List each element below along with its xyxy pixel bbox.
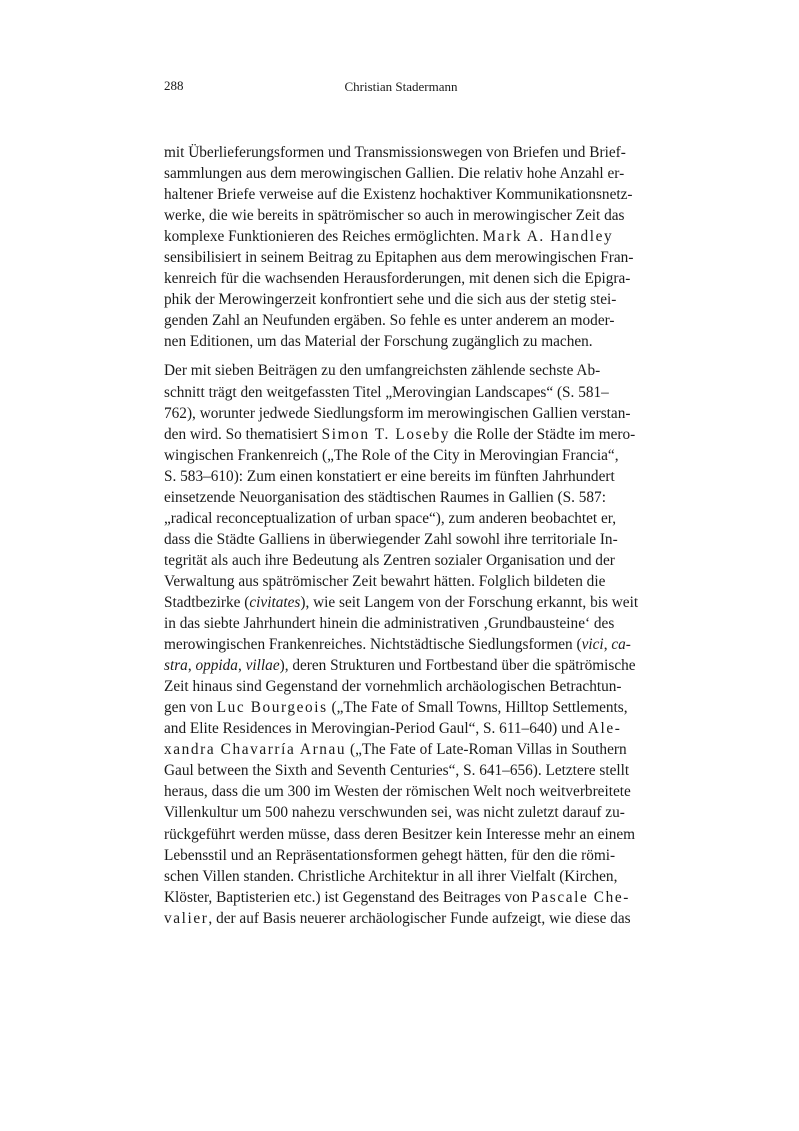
text-line: haltener Briefe verweise auf die Existenz hochaktiver Kommunikationsnetz-: [164, 186, 633, 204]
text-line: and Elite Residences in Merovingian-Period Gaul“, S. 611–640) und Ale-: [164, 720, 622, 738]
text-line: mit Überlieferungsformen und Transmissionswegen von Briefen und Brief-: [164, 144, 626, 161]
latin-term: stra: [164, 657, 188, 675]
text-line: einsetzende Neuorganisation des städtischen Raumes in Gallien (S. 587:: [164, 488, 606, 506]
running-head: [164, 78, 638, 98]
author-name: Pascale Che-: [531, 888, 630, 906]
author-name: Mark A. Handley: [482, 228, 614, 246]
text-line: wingischen Frankenreich („The Role of the City in Merovingian Francia“,: [164, 446, 619, 464]
text-line: sensibilisiert in seinem Beitrag zu Epitaphen aus dem merowingischen Fran-: [164, 249, 634, 267]
author-name: Simon T. Loseby: [321, 425, 451, 443]
text-line: heraus, dass die um 300 im Westen der römischen Welt noch weitverbreitete: [164, 783, 631, 801]
body-text: [164, 142, 638, 929]
text-line: merowingischen Frankenreiches. Nichtstädtische Siedlungsformen (vici, ca-: [164, 636, 631, 654]
text-line: xandra Chavarría Arnau („The Fate of Late-Roman Villas in Southern: [164, 741, 627, 759]
page-number: 288: [164, 78, 184, 93]
text-line: tegrität als auch ihre Bedeutung als Zentren sozialer Organisation und der: [164, 551, 615, 569]
author-name: Luc Bourgeois: [216, 699, 328, 717]
text-line: Verwaltung aus spätrömischer Zeit bewahrt hätten. Folglich bildeten die: [164, 572, 606, 590]
text-line: Klöster, Baptisterien etc.) ist Gegenstand des Beitrages von Pascale Che-: [164, 888, 630, 906]
text-line: Stadtbezirke (civitates), wie seit Langem von der Forschung erkannt, bis weit: [164, 593, 639, 611]
text-line: Villenkultur um 500 nahezu verschwunden sei, was nicht zuletzt darauf zu-: [164, 804, 625, 822]
text-line: komplexe Funktionieren des Reiches ermöglichten. Mark A. Handley: [164, 228, 614, 246]
text-line: Der mit sieben Beiträgen zu den umfangreichsten zählende sechste Ab-: [164, 362, 601, 380]
author-name: Ale-: [587, 720, 622, 738]
text-line: in das siebte Jahrhundert hinein die administrativen ‚Grundbausteine‘ des: [164, 615, 615, 633]
running-title: Christian Stadermann: [344, 79, 458, 94]
text-line: nen Editionen, um das Material der Forschung zugänglich zu machen.: [164, 333, 593, 351]
text-line: schen Villen standen. Christliche Architektur in all ihrer Vielfalt (Kirchen,: [164, 867, 618, 885]
text-line: genden Zahl an Neufunden ergäben. So fehle es unter anderem an moder-: [164, 312, 615, 330]
text-line: phik der Merowingerzeit konfrontiert sehe und die sich aus der stetig stei-: [164, 291, 617, 309]
text-line: schnitt trägt den weitgefassten Titel „Merovingian Landscapes“ (S. 581–: [164, 383, 609, 401]
latin-term: ca-: [611, 636, 631, 654]
paragraph-2: [164, 360, 638, 928]
text-line: den wird. So thematisiert Simon T. Loseby die Rolle der Städte im mero-: [164, 425, 636, 443]
text-line: kenreich für die wachsenden Herausforderungen, mit denen sich die Epigra-: [164, 270, 631, 288]
text-line: S. 583–610): Zum einen konstatiert er eine bereits im fünften Jahrhundert: [164, 467, 615, 485]
latin-term: villae: [245, 657, 280, 675]
text-line: stra, oppida, villae), deren Strukturen und Fortbestand über die spätrömische: [164, 657, 636, 675]
text-line: Zeit hinaus sind Gegenstand der vornehmlich archäologischen Betrachtun-: [164, 678, 622, 696]
paragraph-1: [164, 142, 638, 352]
author-name: xandra Chavarría Arnau: [164, 741, 347, 759]
text-line: valier, der auf Basis neuerer archäologischer Funde aufzeigt, wie diese das: [164, 909, 631, 927]
text-line: Gaul between the Sixth and Seventh Centuries“, S. 641–656). Letztere stellt: [164, 762, 630, 780]
text-line: sammlungen aus dem merowingischen Gallien. Die relativ hohe Anzahl er-: [164, 165, 625, 183]
text-line: gen von Luc Bourgeois („The Fate of Small Towns, Hilltop Settlements,: [164, 699, 628, 717]
latin-term: civitates: [249, 593, 301, 611]
author-name: valier: [164, 909, 209, 927]
text-line: rückgeführt werden müsse, dass deren Besitzer kein Interesse mehr an einem: [164, 825, 636, 843]
text-line: 762), worunter jedwede Siedlungsform im merowingischen Gallien verstan-: [164, 404, 631, 422]
text-line: dass die Städte Galliens in überwiegender Zahl sowohl ihre territoriale In-: [164, 530, 618, 548]
latin-term: vici: [581, 636, 604, 654]
text-line: „radical reconceptualization of urban space“), zum anderen beobachtet er,: [164, 509, 617, 527]
text-line: werke, die wie bereits in spätrömischer so auch in merowingischer Zeit das: [164, 207, 625, 225]
latin-term: oppida: [195, 657, 238, 675]
text-line: Lebensstil und an Repräsentationsformen gehegt hätten, für den die römi-: [164, 846, 616, 864]
